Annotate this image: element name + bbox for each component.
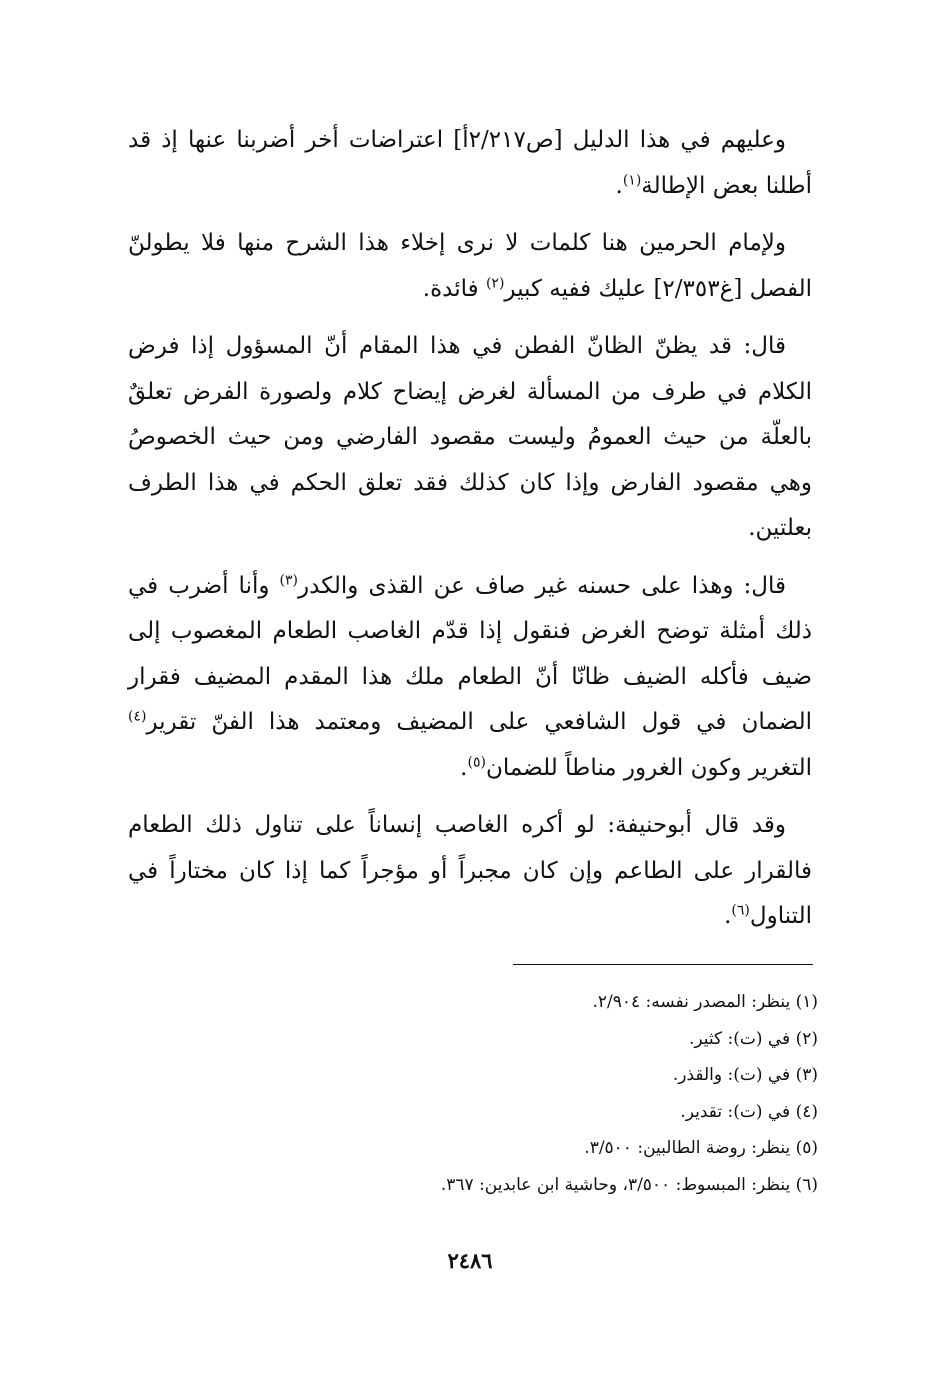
paragraph-text: قال: وهذا على حسنه غير صاف عن القذى والكدر — [298, 572, 786, 599]
paragraph — [128, 324, 812, 552]
footnote-reference: (٢) — [485, 274, 505, 291]
paragraph-text: فائدة. — [422, 275, 486, 302]
footnote-item: (٦) ينظر: المبسوط: ٣/٥٠٠، وحاشية ابن عابدين: ٣٦٧. — [440, 1174, 818, 1195]
paragraph — [128, 221, 812, 312]
paragraph-text: قال: قد يظنّ الظانّ الفطن في هذا المقام أنّ المسؤول إذا فرض الكلام في طرف من المسألة لغرض إيضاح كلام ولصورة الفرض تعلقٌ بالعلّة من حيث العمومُ وليست مقصود الفارضي ومن حيث الخصوصُ وهي مقصود الفارض وإذا كان كذلك فقد تعلق الحكم في هذا الطرف بعلتين. — [128, 333, 812, 541]
paragraph-text: وعليهم في هذا الدليل [ص٢/٢١٧أ] اعتراضات أخر أضربنا عنها إذ قد أطلنا بعض الإطالة — [128, 127, 812, 199]
paragraph — [128, 118, 812, 209]
paragraph-text: التغرير وكون الغرور مناطاً للضمان — [485, 754, 812, 781]
footnote-item: (٢) في (ت): كثير. — [688, 1028, 818, 1049]
footnote-reference: (٥) — [467, 753, 486, 770]
paragraph-text: . — [724, 903, 732, 929]
paragraph-text: وأنا أضرب في ذلك أمثلة توضح الغرض فنقول إذا قدّم الغاصب الطعام المغصوب إلى ضيف فأكله الضيف ظانّا أنّ الطعام ملك هذا المقدم المضيف فقرار الضمان في قول الشافعي على المضيف ومعتمد هذا الفنّ تقرير — [128, 572, 812, 735]
footnote-item: (٤) في (ت): تقدير. — [680, 1101, 818, 1122]
main-text — [128, 118, 812, 952]
paragraph-text: . — [615, 172, 623, 199]
footnote-separator — [513, 964, 813, 965]
footnote-reference: (٣) — [279, 571, 299, 588]
footnote-item: (٥) ينظر: روضة الطالبين: ٣/٥٠٠. — [584, 1138, 818, 1158]
paragraph-text: . — [460, 754, 468, 781]
paragraph — [128, 803, 812, 940]
page-number: ٢٤٨٦ — [447, 1248, 493, 1273]
footnotes — [128, 984, 818, 1203]
footnote-reference: (٤) — [128, 708, 147, 725]
paragraph — [128, 564, 812, 792]
footnote-reference: (٦) — [731, 902, 750, 919]
paragraph-text: ولإمام الحرمين هنا كلمات لا نرى إخلاء هذا الشرح منها فلا يطولنّ الفصل [غ٢/٣٥٣] عليك ففيه كبير — [128, 230, 812, 302]
footnote-reference: (١) — [622, 171, 642, 188]
footnote-item: (٣) في (ت): والقذر. — [672, 1065, 818, 1085]
footnote-item: (١) ينظر: المصدر نفسه: ٢/٩٠٤. — [592, 992, 818, 1012]
paragraph-text: وقد قال أبوحنيفة: لو أكره الغاصب إنساناً على تناول ذلك الطعام فالقرار على الطاعم وإن كان مجبراً أو مؤجراً كما إذا كان مختاراً في التناول — [128, 812, 812, 929]
